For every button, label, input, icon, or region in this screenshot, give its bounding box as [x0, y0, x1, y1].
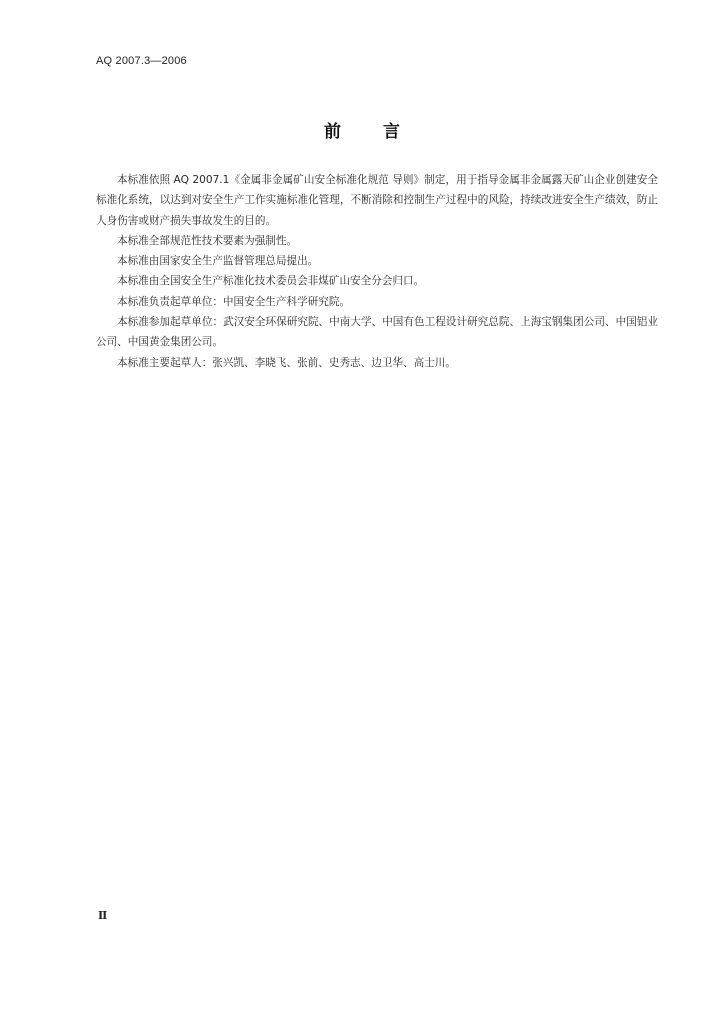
- title-char-2: 言: [383, 122, 400, 142]
- paragraph-drafters: 本标准主要起草人：张兴凯、李晓飞、张前、史秀志、边卫华、高士川。: [117, 356, 456, 369]
- title-char-1: 前: [324, 122, 341, 142]
- paragraph-committee: 本标准由全国安全生产标准化技术委员会非煤矿山安全分会归口。: [117, 275, 425, 288]
- paragraph-proposer: 本标准由国家安全生产监督管理总局提出。: [117, 255, 319, 268]
- page-title: [0, 117, 724, 142]
- paragraph-participating-units: 本标准参加起草单位：武汉安全环保研究院、中南大学、中国有色工程设计研究总院、上海宝钢集团公司、中国铝业公司、中国黄金集团公司。: [96, 316, 658, 349]
- standard-code: AQ 2007.3—2006: [96, 55, 187, 67]
- paragraph-mandatory: 本标准全部规范性技术要素为强制性。: [117, 234, 298, 247]
- foreword-body: [96, 170, 658, 373]
- paragraph-scope: 本标准依照 AQ 2007.1《金属非金属矿山安全标准化规范 导则》制定，用于指导金属非金属露天矿山企业创建安全标准化系统，以达到对安全生产工作实施标准化管理，不断消除和控制生产过程中的风险，持续改进安全生产绩效，防止人身伤害或财产损失事故发生的目的。: [96, 174, 658, 227]
- paragraph-drafting-unit: 本标准负责起草单位：中国安全生产科学研究院。: [117, 295, 351, 308]
- page-number: Ⅱ: [98, 909, 108, 922]
